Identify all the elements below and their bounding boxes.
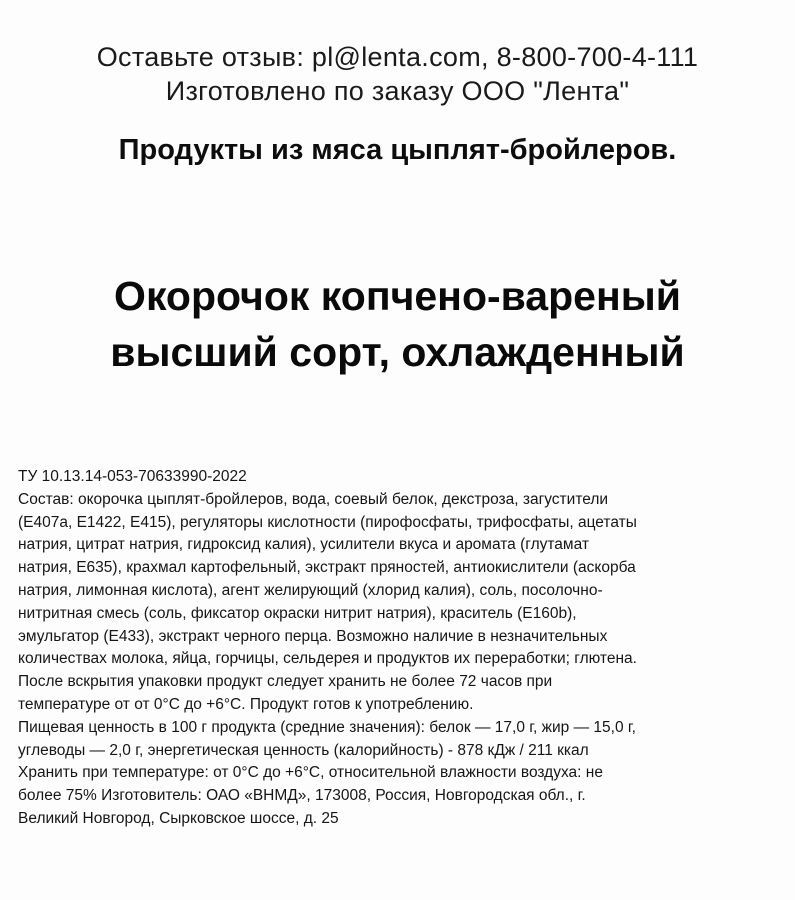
details-line: Хранить при температуре: от 0°С до +6°С, относительной влажности воздуха: не [18,764,603,782]
details-line: Пищевая ценность в 100 г продукта (средние значения): белок — 17,0 г, жир — 15,0 г, [18,718,636,736]
details-line: После вскрытия упаковки продукт следует хранить не более 72 часов при [18,673,553,691]
details-line: эмульгатор (Е433), экстракт черного перца. Возможно наличие в незначительных [18,627,608,645]
manufactured-for-line: Изготовлено по заказу ООО "Лента" [165,76,630,106]
spec-line: ТУ 10.13.14-053-70633990-2022 [18,468,247,485]
details-line: более 75% Изготовитель: ОАО «ВНМД», 173008, Россия, Новгородская обл., г. [18,787,586,805]
details-line: температуре от от 0°С до +6°С. Продукт готов к употреблению. [18,695,474,713]
details-line: Состав: окорочка цыплят-бройлеров, вода, соевый белок, декстроза, загустители [18,490,609,508]
feedback-line: Оставьте отзыв: pl@lenta.com, 8-800-700-4-111 [96,42,699,72]
product-category: Продукты из мяса цыплят-бройлеров. [118,134,677,166]
details-line: натрия, цитрат натрия, гидроксид калия), усилители вкуса и аромата (глутамат [18,536,589,554]
details-line: углеводы — 2,0 г, энергетическая ценность (калорийность) - 878 кДж / 211 ккал [18,741,589,759]
product-name [0,268,795,380]
details-line: Великий Новгород, Сырковское шоссе, д. 25 [18,809,339,827]
details-line: количествах молока, яйца, горчицы, сельдерея и продуктов их переработки; глютена. [18,650,637,668]
contact-block [0,40,795,108]
details-line: (Е407а, Е1422, Е415), регуляторы кислотности (пирофосфаты, трифосфаты, ацетаты [18,513,637,531]
details-line: натрия, лимонная кислота), агент желирующий (хлорид калия), соль, посолочно- [18,581,603,599]
details-line: натрия, Е635), крахмал картофельный, экстракт пряностей, антиокислители (аскорба [18,559,636,577]
details-line: нитритная смесь (соль, фиксатор окраски нитрит натрия), краситель (Е160b), [18,604,577,622]
product-name-line-1: Окорочок копчено-вареный [114,273,681,319]
product-details [18,466,788,831]
product-name-line-2: высший сорт, охлажденный [110,329,685,375]
